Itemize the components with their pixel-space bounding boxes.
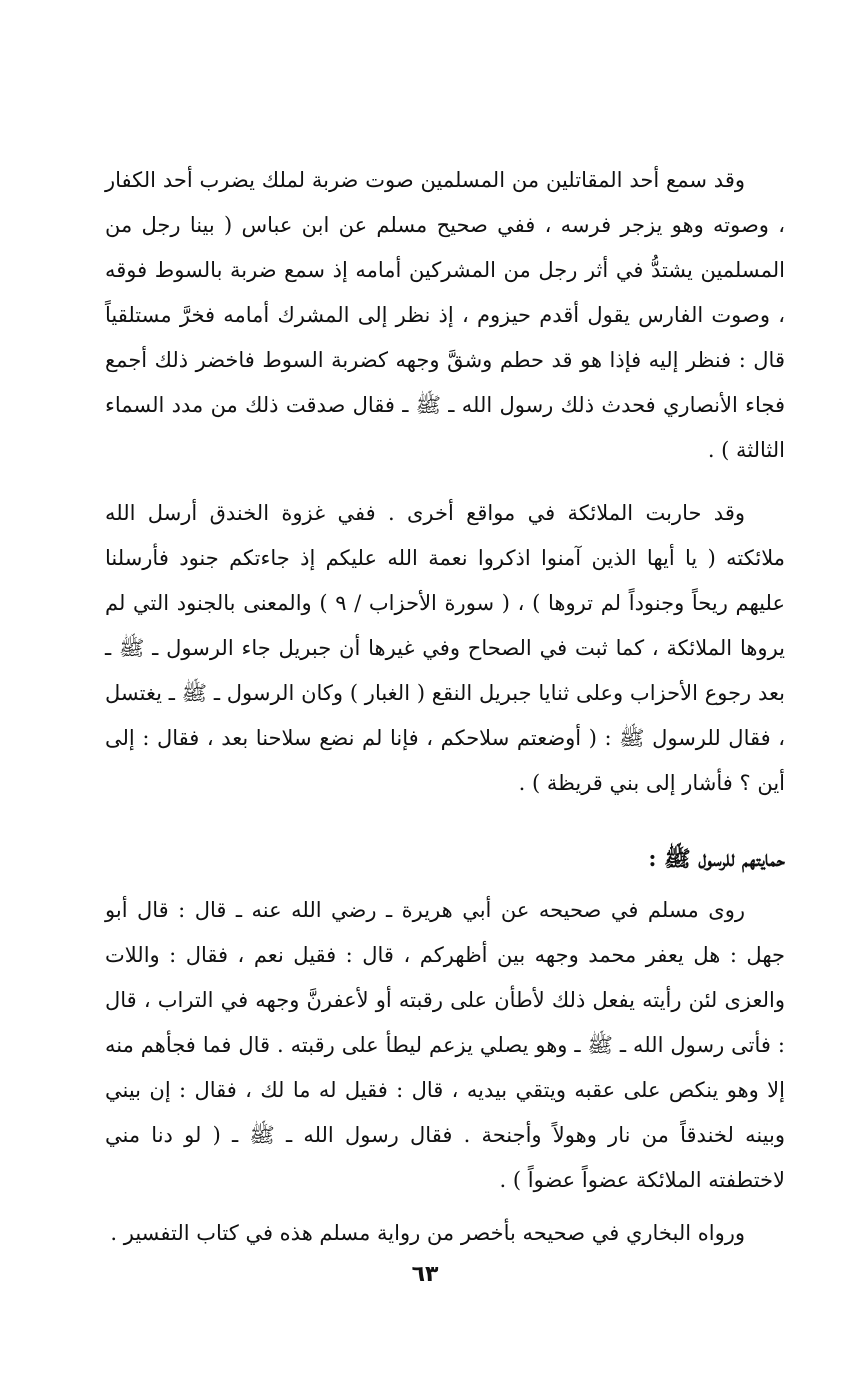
section-heading: حمايتهم للرسول ﷺ : bbox=[648, 846, 785, 872]
paragraph-khandaq: وقد حاربت الملائكة في مواقع أخرى . ففي غزوة الخندق أرسل الله ملائكته ( يا أيها الذين آمنوا اذكروا نعمة الله عليكم إذ جاءتكم جنود فأرسلنا عليهم ريحاً وجنوداً لم تروها ) ، ( سورة الأحزاب / ٩ ) والمعنى بالجنود التي لم يروها الملائكة ، كما ثبت في الصحاح وفي غيرها أن جبريل جاء الرسول ـ ﷺ ـ بعد رجوع الأحزاب وعلى ثنايا جبريل النقع ( الغبار ) وكان الرسول ـ ﷺ ـ يغتسل ، فقال للرسول ﷺ : ( أوضعتم سلاحكم ، فإنا لم نضع سلاحنا بعد ، فقال : إلى أين ؟ فأشار إلى بني قريظة ) . bbox=[105, 501, 785, 795]
page-body bbox=[105, 158, 785, 1256]
paragraph-abu-jahl: روى مسلم في صحيحه عن أبي هريرة ـ رضي الله عنه ـ قال : قال أبو جهل : هل يعفر محمد وجهه بين أظهركم ، قال : فقيل نعم ، فقال : واللات والعزى لئن رأيته يفعل ذلك لأطأن على رقبته أو لأعفرنَّ وجهه في التراب ، قال : فأتى رسول الله ـ ﷺ ـ وهو يصلي يزعم ليطأ على رقبته . قال فما فجأهم منه إلا وهو ينكص على عقبه ويتقي بيديه ، قال : فقيل له ما لك ، فقال : إن بيني وبينه لخندقاً من نار وهولاً وأجنحة . فقال رسول الله ـ ﷺ ـ ( لو دنا مني لاختطفته الملائكة عضواً عضواً ) . bbox=[105, 898, 785, 1192]
paragraph-angel-strike: وقد سمع أحد المقاتلين من المسلمين صوت ضربة لملك يضرب أحد الكفار ، وصوته وهو يزجر فرسه ، ففي صحيح مسلم عن ابن عباس ( بينا رجل من المسلمين يشتدُّ في أثر رجل من المشركين أمامه إذ سمع ضربة بالسوط فوقه ، وصوت الفارس يقول أقدم حيزوم ، إذ نظر إلى المشرك أمامه فخرَّ مستلقياً قال : فنظر إليه فإذا هو قد حطم وشقَّ وجهه كضربة السوط فاخضر ذلك أجمع فجاء الأنصاري فحدث ذلك رسول الله ـ ﷺ ـ فقال صدقت ذلك من مدد السماء الثالثة ) . bbox=[105, 168, 785, 462]
page-number: ٦٣ bbox=[411, 1262, 439, 1287]
paragraph-bukhari: ورواه البخاري في صحيحه بأخصر من رواية مسلم هذه في كتاب التفسير . bbox=[110, 1221, 745, 1245]
